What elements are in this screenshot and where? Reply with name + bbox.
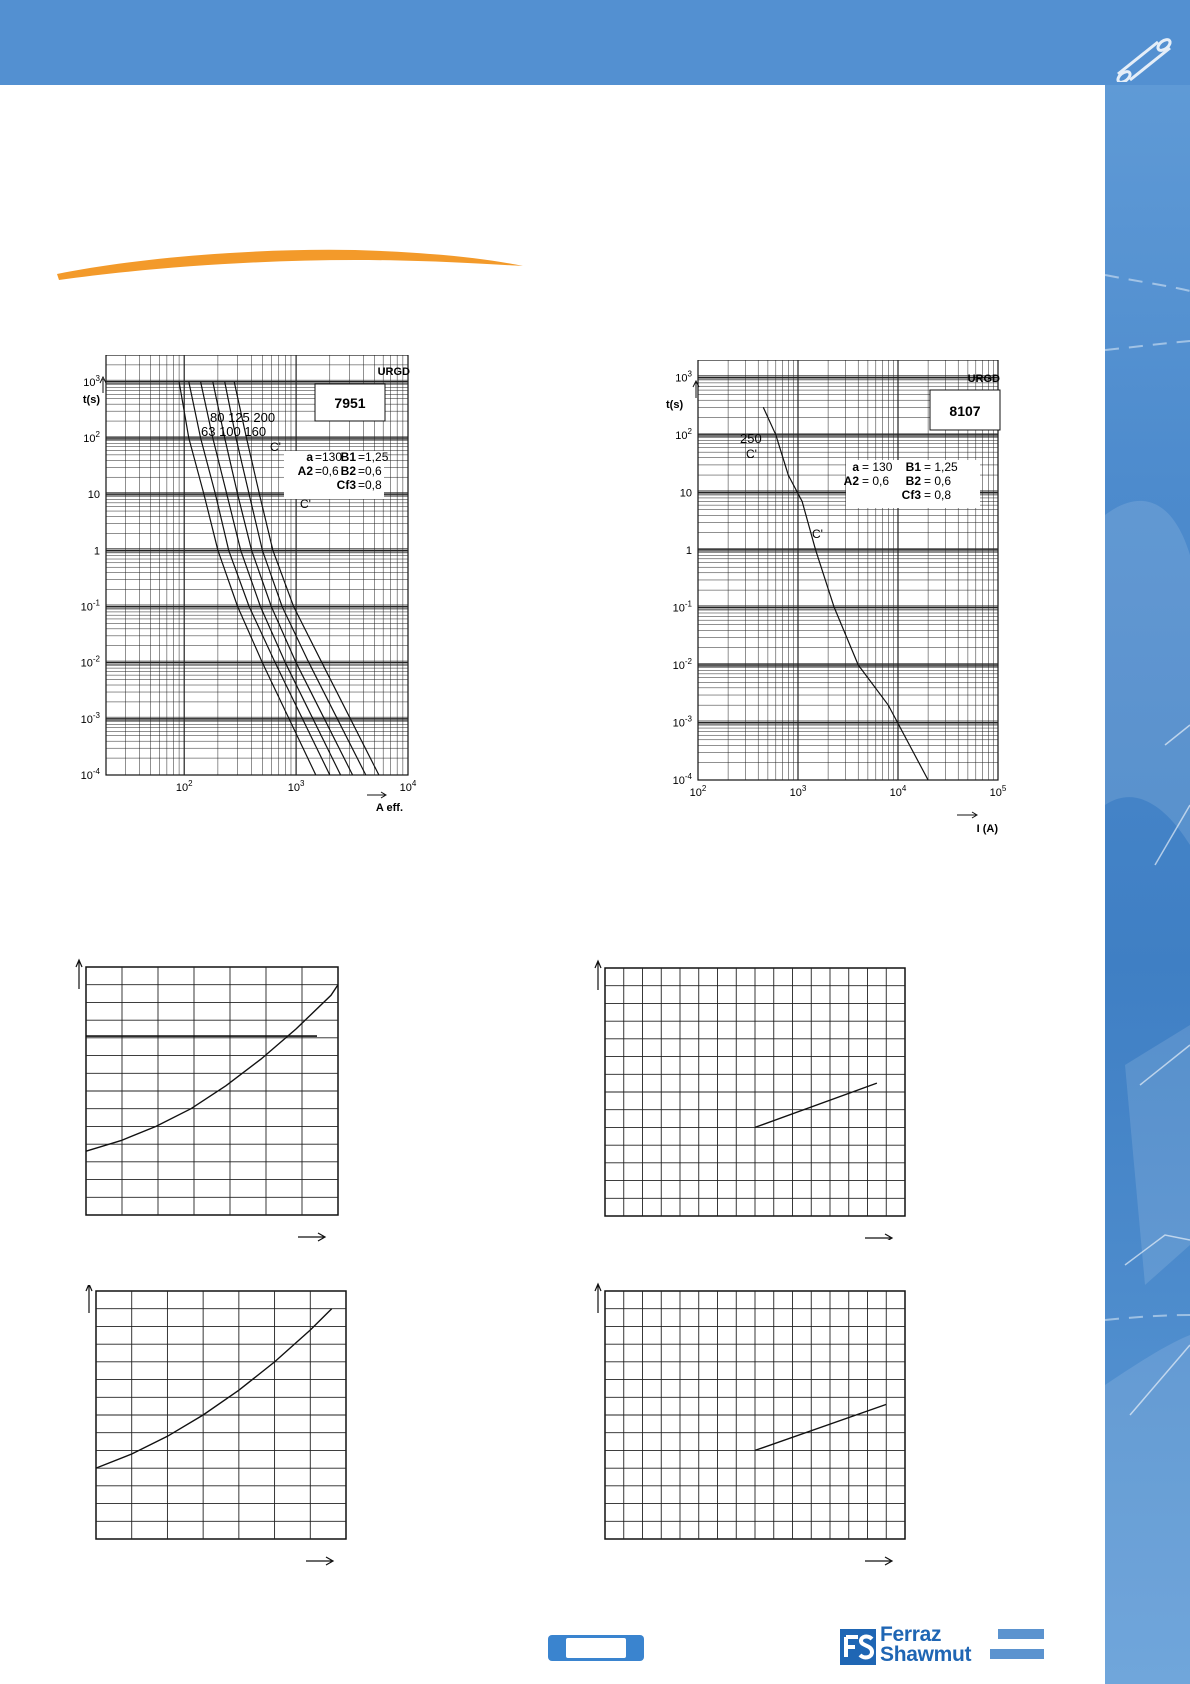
svg-text:B2: B2 — [340, 464, 356, 478]
chart-2-rating-label: 250 — [740, 431, 762, 446]
svg-text:=0,6: =0,6 — [358, 464, 382, 478]
chart-1-y-axis-label: t(s) — [82, 394, 100, 406]
chart-1-y-tick: $10^{-4}$ — [80, 767, 100, 782]
chart-small-1 — [70, 955, 360, 1245]
svg-text:B1: B1 — [905, 460, 921, 474]
chart-2-x-tick: $10^5$ — [989, 784, 1007, 799]
chart-1-y-tick: $10^{-3}$ — [80, 710, 100, 726]
chart-2-x-tick: $10^2$ — [689, 784, 707, 799]
svg-text:=130: =130 — [315, 450, 343, 464]
chart-1-c-label-upper: C' — [270, 440, 281, 454]
chart-1-x-tick: $10^2$ — [175, 779, 193, 794]
chart-2-y-tick: $10^{-1}$ — [672, 599, 692, 615]
chart-1-reference: 7951 — [334, 395, 366, 411]
chart-2-x-tick: $10^4$ — [889, 784, 907, 799]
svg-text:=0,8: =0,8 — [358, 478, 382, 492]
chart-1-x-axis-label: A eff. — [375, 802, 403, 814]
chart-1-y-tick: $10^{-1}$ — [80, 598, 100, 614]
chart-small-4 — [590, 1280, 930, 1570]
chart-1-y-tick: $10^{-2}$ — [80, 654, 100, 670]
chart-small-3 — [80, 1285, 360, 1575]
svg-text:A2: A2 — [297, 464, 313, 478]
chart-1-rating-bottom: 63 100 160 — [201, 424, 267, 439]
chart-urgd-7951 — [70, 355, 430, 825]
chart-1-y-tick: $10^3$ — [83, 373, 100, 389]
fuse-icon — [1108, 34, 1180, 82]
chart-1-x-tick: $10^3$ — [287, 779, 305, 794]
chart-1-c-label-lower: C' — [300, 497, 311, 511]
chart-1-y-tick: $10^2$ — [83, 429, 100, 445]
chart-2-y-tick: $10^3$ — [675, 369, 692, 385]
svg-text:= 130: = 130 — [862, 460, 893, 474]
svg-text:= 1,25: = 1,25 — [924, 460, 958, 474]
svg-text:=0,6: =0,6 — [315, 464, 339, 478]
svg-text:=1,25: =1,25 — [358, 450, 389, 464]
svg-text:B1: B1 — [340, 450, 356, 464]
chart-2-y-tick: $10^{-3}$ — [672, 714, 692, 730]
chart-2-reference: 8107 — [949, 403, 981, 419]
chart-2-c-label-upper: C' — [746, 447, 757, 461]
orange-brush-stroke — [55, 240, 525, 280]
chart-2-x-tick: $10^3$ — [789, 784, 807, 799]
svg-text:Cf3: Cf3 — [336, 478, 356, 492]
svg-text:a: a — [306, 450, 313, 464]
chart-2-y-tick: $10^{-4}$ — [672, 772, 692, 787]
svg-text:Cf3: Cf3 — [901, 488, 921, 502]
chart-2-series-label: URGD — [967, 373, 1000, 385]
chart-2-y-tick: $10^2$ — [675, 426, 692, 442]
ferraz-shawmut-logo: Ferraz Shawmut — [840, 1625, 1045, 1669]
chart-1-x-tick: $10^4$ — [399, 779, 417, 794]
svg-text:a: a — [852, 460, 859, 474]
side-band — [1105, 85, 1190, 1684]
page-number-tab — [548, 1635, 644, 1661]
chart-urgd-8107 — [660, 360, 1015, 840]
chart-2-y-axis-label: t(s) — [666, 399, 684, 411]
chart-2-c-label-lower: C' — [812, 527, 823, 541]
chart-1-y-tick: 10 — [87, 489, 100, 502]
svg-text:A2: A2 — [843, 474, 859, 488]
svg-text:= 0,8: = 0,8 — [924, 488, 952, 502]
chart-2-y-tick: 1 — [685, 544, 692, 557]
header-bar — [0, 0, 1190, 85]
chart-2-y-tick: 10 — [679, 487, 692, 500]
svg-text:= 0,6: = 0,6 — [862, 474, 890, 488]
svg-text:B2: B2 — [905, 474, 921, 488]
chart-small-2 — [590, 950, 930, 1240]
chart-2-y-tick: $10^{-2}$ — [672, 656, 692, 672]
chart-2-x-axis-label: I (A) — [976, 823, 998, 835]
chart-1-series-label: URGD — [377, 366, 410, 378]
chart-1-y-tick: 1 — [93, 545, 100, 558]
svg-text:= 0,6: = 0,6 — [924, 474, 952, 488]
chart-1-rating-top: 80 125 200 — [210, 410, 276, 425]
